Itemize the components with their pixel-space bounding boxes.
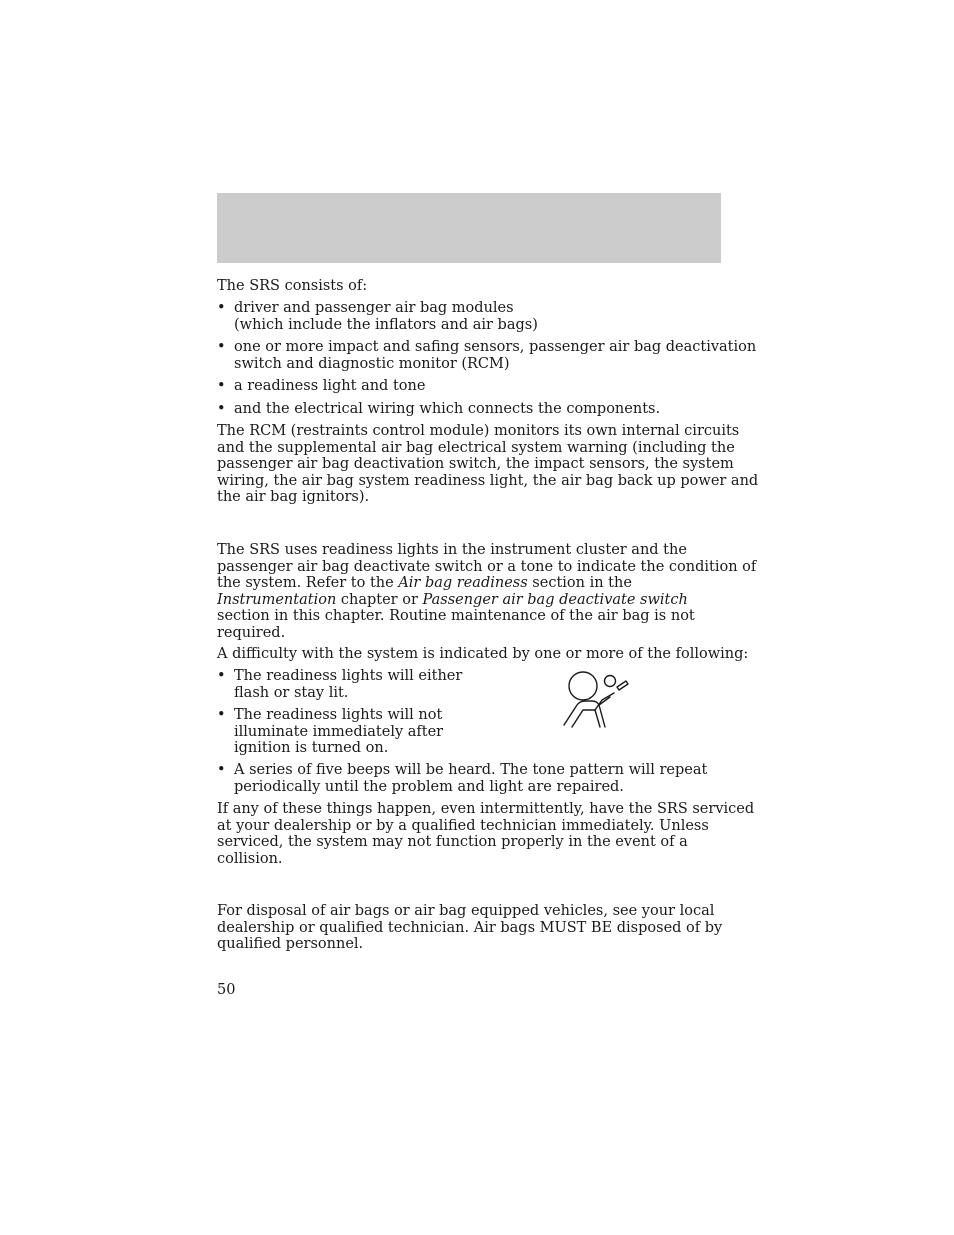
xref-air-bag-readiness: Air bag readiness xyxy=(398,575,528,591)
text-line: required. xyxy=(217,624,286,641)
page-number: 50 xyxy=(217,982,236,998)
text-line: the air bag ignitors). xyxy=(217,489,370,505)
text-line: wiring, the air bag system readiness light, the air bag back up power and xyxy=(217,472,759,489)
text-line: periodically until the problem and light are repaired. xyxy=(234,778,624,795)
text-line: The readiness lights will not xyxy=(234,707,443,723)
text-line: illuminate immediately after xyxy=(234,723,444,740)
text-line: driver and passenger air bag modules xyxy=(234,300,514,316)
section-header-band xyxy=(217,193,721,263)
bullet: • xyxy=(217,300,226,316)
rcm-paragraph xyxy=(217,423,758,506)
text-line: and the electrical wiring which connects the components. xyxy=(234,401,661,417)
service-paragraph xyxy=(217,801,754,867)
xref-instrumentation: Instrumentation xyxy=(217,591,337,608)
text-line: A series of five beeps will be heard. The tone pattern will repeat xyxy=(234,762,708,778)
bullet: • xyxy=(217,401,226,417)
text-line: qualified personnel. xyxy=(217,936,364,952)
text-line: If any of these things happen, even intermittently, have the SRS serviced xyxy=(217,801,755,817)
xref-deactivate-switch: Passenger air bag deactivate switch xyxy=(422,591,688,608)
bullet: • xyxy=(217,339,226,355)
text-line: one or more impact and safing sensors, passenger air bag deactivation xyxy=(234,339,757,355)
text-line: The readiness lights will either xyxy=(234,668,463,684)
text-line: switch and diagnostic monitor (RCM) xyxy=(234,355,510,372)
bullet: • xyxy=(217,378,226,394)
text-line: the system. Refer to the Air bag readiness section in the xyxy=(217,575,632,591)
text-line: a readiness light and tone xyxy=(234,378,426,394)
difficulty-intro: A difficulty with the system is indicated by one or more of the following: xyxy=(217,646,749,662)
disposal-paragraph xyxy=(217,903,722,953)
bullet: • xyxy=(217,707,226,723)
bullet: • xyxy=(217,668,226,684)
text-line: and the supplemental air bag electrical system warning (including the xyxy=(217,439,735,456)
text-line: section in this chapter. Routine maintenance of the air bag is not xyxy=(217,608,695,624)
text-line: dealership or qualified technician. Air bags MUST BE disposed of by xyxy=(217,919,723,936)
text-line: For disposal of air bags or air bag equipped vehicles, see your local xyxy=(217,903,715,919)
bullet: • xyxy=(217,762,226,778)
text-line: ignition is turned on. xyxy=(234,740,389,756)
text-line: flash or stay lit. xyxy=(234,684,349,701)
readiness-paragraph xyxy=(217,542,756,641)
text-line: passenger air bag deactivation switch, the impact sensors, the system xyxy=(217,456,734,472)
text-line: (which include the inflators and air bags) xyxy=(234,316,538,333)
airbag-occupant-icon xyxy=(562,670,630,732)
text-line: at your dealership or by a qualified technician immediately. Unless xyxy=(217,817,709,834)
text-line: serviced, the system may not function properly in the event of a xyxy=(217,834,688,850)
text-line: The SRS uses readiness lights in the instrument cluster and the xyxy=(217,542,687,558)
text-line: collision. xyxy=(217,850,283,867)
srs-intro: The SRS consists of: xyxy=(217,278,368,294)
text-line: passenger air bag deactivate switch or a tone to indicate the condition of xyxy=(217,558,757,575)
text-line: Instrumentation chapter or Passenger air bag deactivate switch xyxy=(217,591,688,608)
text-line: The RCM (restraints control module) monitors its own internal circuits xyxy=(217,423,740,439)
